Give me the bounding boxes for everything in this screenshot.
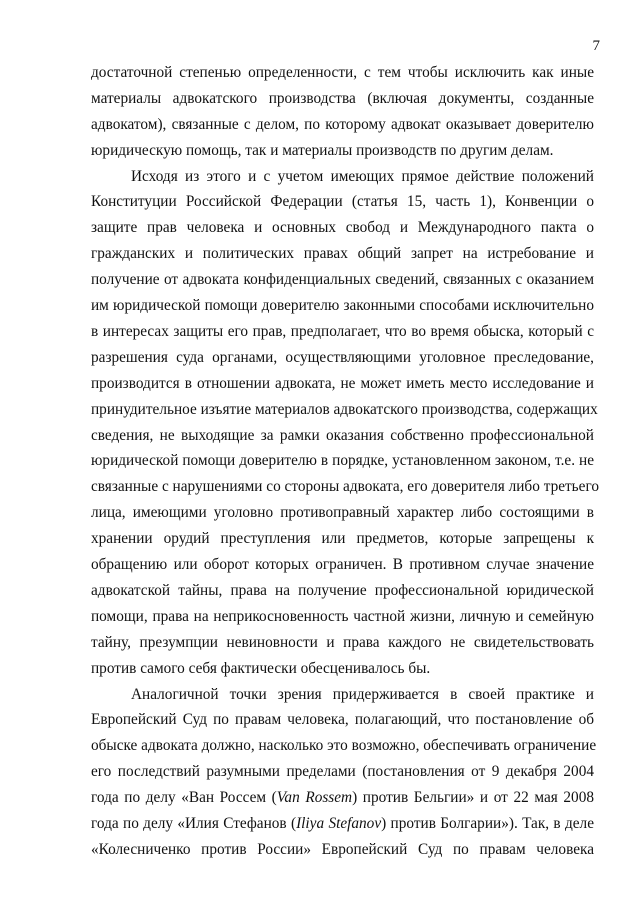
text-line: им юридической помощи доверителю законными способами исключительно [91, 297, 594, 315]
text-line-with-case-iliya-stefanov [91, 811, 594, 837]
text-line: достаточной степенью определенности, с тем чтобы исключить как иные [91, 64, 594, 81]
text-line: Исходя из этого и с учетом имеющих прямое действие положений [131, 167, 594, 185]
text-line: его последствий разумными пределами (постановления от 9 декабря 2004 [91, 763, 594, 781]
paragraph-european-court [91, 682, 597, 863]
text-line: Аналогичной точки зрения придерживается в своей практике и [131, 685, 594, 703]
text-line: обращению или оборот которых ограничен. В противном случае значение [91, 555, 594, 573]
case-name-italic: Van Rossem [276, 789, 353, 807]
case-name-italic: Iliya Stefanov [296, 815, 382, 833]
text-segment: года по делу «Илия Стефанов ( [91, 815, 297, 833]
text-line: защите прав человека и основных свобод и Международного пакта о [91, 219, 594, 237]
text-segment: ) против Болгарии»). Так, в деле [381, 815, 594, 833]
text-segment: года по делу «Ван Россем ( [91, 789, 277, 807]
text-line: разрешения суда органами, осуществляющими уголовное преследование, [91, 348, 594, 366]
text-line: обыске адвоката должно, насколько это возможно, обеспечивать ограничение [91, 737, 597, 755]
paragraph-continuation [91, 60, 594, 164]
text-line: юридической помощи доверителю в порядке, установленном законом, т.е. не [91, 452, 594, 470]
text-line: адвокатской тайны, права на получение профессиональной юридической [91, 581, 594, 599]
paragraph-constitution [91, 164, 599, 682]
text-line: против самого себя фактически обесценивалось бы. [91, 659, 431, 677]
text-line: Европейский Суд по правам человека, полагающий, что постановление об [91, 711, 594, 729]
text-line: «Колесниченко против России» Европейский Суд по правам человека [91, 840, 594, 858]
text-line: гражданских и политических правах общий запрет на истребование и [91, 245, 594, 263]
text-line: производится в отношении адвоката, не может иметь место исследование и [91, 374, 594, 392]
text-line: связанные с нарушениями со стороны адвоката, его доверителя либо третьего [91, 478, 599, 496]
text-line: Конституции Российской Федерации (статья 15, часть 1), Конвенции о [91, 193, 594, 211]
text-line: лица, имеющими уголовно противоправный характер либо состоящими в [91, 504, 594, 522]
text-line: принудительное изъятие материалов адвокатского производства, содержащих [91, 400, 598, 418]
text-line: помощи, права на неприкосновенность частной жизни, личную и семейную [91, 607, 594, 625]
text-line: получение от адвоката конфиденциальных сведений, связанных с оказанием [91, 271, 594, 289]
page-number: 7 [592, 38, 600, 54]
text-line: хранении орудий преступления или предметов, которые запрещены к [91, 530, 594, 548]
text-line: в интересах защиты его прав, предполагает, что во время обыска, который с [91, 322, 594, 340]
text-line: адвокатом), связанные с делом, по которому адвокат оказывает доверителю [91, 115, 594, 133]
text-line: тайну, презумпции невиновности и права каждого не свидетельствовать [91, 633, 594, 651]
text-line: сведения, не выходящие за рамки оказания собственно профессиональной [91, 426, 594, 444]
text-line: материалы адвокатского производства (включая документы, созданные [91, 89, 594, 107]
text-line-with-case-van-rossem [91, 785, 594, 811]
text-segment: ) против Бельгии» и от 22 мая 2008 [352, 789, 594, 807]
text-line: юридическую помощь, так и материалы производств по другим делам. [91, 141, 554, 159]
